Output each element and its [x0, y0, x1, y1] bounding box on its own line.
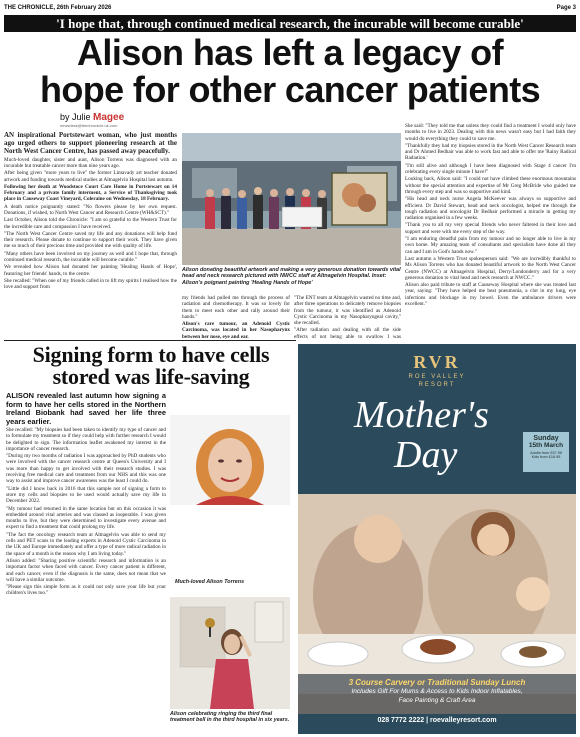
ad-offer-3: Face Painting & Craft Area	[398, 697, 476, 704]
section-divider	[4, 340, 296, 341]
story1-c4-p7: "I am enduring dreadful pain from my tumour and no longer able to live in my own home. My amazing team of consultants and specialists have done all they can and I am in God's hands now."	[405, 236, 576, 255]
story1-c3-p1: "The ENT team at Altnagelvin wasted no time and, after three operations to delicately remove biopsies from the tumour, it was identified as Adenoid Cystic Carcinoma in my Nasopharyngeal cavity," she recalled.	[294, 295, 401, 327]
ad-badge-price-1: Adults from £37.95	[530, 451, 562, 455]
story1-c1-p3: Following her death at Woodstoce Court Care Home in Portstewart on 14 February and a private family interment, a Service of Thanksgiving took place in Causeway Coast Vineyard, Coleraine on Wednesday, 18 February.	[4, 183, 177, 203]
ad-badge-day: Sunday	[533, 435, 559, 442]
story1-c2-p2: Alison's rare tumour, an Adenoid Cystic Carcinoma, was located in her Nasopharynx between her nose, eye and ear.	[182, 321, 290, 339]
ad-title-2: Day	[394, 434, 458, 476]
story2-headline-line-2: stored was life-saving	[52, 364, 250, 389]
story2-p4: "My tumour had returned in the same location but on this occasion it was embedded around vital arteries and was classed as inoperable. I was given months to live, but they were determined to investigate every avenue and expert to find a treatment that could prolong my life.	[6, 505, 166, 531]
story1-c4-p6: "Thank you to all my very special friends who never faltered in their love and support and were with me every step of the way.	[405, 222, 576, 235]
story2-p6: Alison added: "Sharing positive scientific research and information is an important factor when faced with cancer. Every cancer patient is different, and each cancer, even if the diagnosis is the same, does not mean that we will have a similar outcome.	[6, 557, 166, 583]
photo-alison-portrait	[170, 415, 290, 505]
story1-c4-p9: Alison also paid tribute to staff at Causeway Hospital where she was treated last year, saying: "They have helped me beat pneumonia, a clot in my lung, eye infections and blockage in my bowel. Even the ambulance drivers were excellent."	[405, 282, 576, 308]
story1-c1-p1: Much-loved daughter, sister and aunt, Alison Torrens was diagnosed with an incurable but treatable cancer more than nine years ago.	[4, 156, 177, 169]
story2-intro: ALISON revealed last autumn how signing a form to have her cells stored in the Northern Ireland Biobank had saved her life three years earlier.	[6, 392, 166, 426]
story1-column-3	[294, 295, 401, 339]
story2-p5: "The fact the oncology research team at Altnagelvin was able to send my cells and PET scans to the leading experts in Adenoid Cystic Carcinoma in the UK and Europe immediately and offer a type of more radical radiation in the space of a month is the reason why I am living today."	[6, 531, 166, 557]
ad-brand: ROE VALLEY	[408, 374, 466, 380]
ad-monogram: RVR	[413, 352, 461, 372]
story1-c1-p4: A death notice poignantly stated: "No flowers please by her own request. Donations, if wished, to North West Cancer and Research Centre (WH&SCT)."	[4, 203, 177, 216]
story1-c4-p4: Looking back, Alison said: "I could not have climbed these enormous mountains without the special attention and expertise of Mr Greg McBride who guided me through every step and was so supportive and kind.	[405, 176, 576, 195]
story1-c1-p2: After being given "more years to live" the former Limavady art teacher donated artwork and funding towards medical studies at Altnagelvin Hospital last autumn.	[4, 170, 177, 183]
bell-photo-illustration	[170, 597, 290, 709]
photo-nwcc-staff	[182, 133, 401, 265]
byline-prefix: by Julie	[60, 112, 91, 122]
story1-c2-p1: my friends had pulled me through the process of radiation and chemotherapy. It was so lovely for them to meet each other and rally around their hands."	[182, 295, 290, 320]
masthead	[4, 4, 576, 14]
story2-headline-line-1: Signing form to have cells	[32, 342, 270, 367]
portrait-illustration	[170, 415, 290, 505]
masthead-page: Page 3	[556, 5, 576, 11]
story1-c1-p9: She recalled: "When one of my friends called in to lift my spirits I realised how the love and support from	[4, 277, 177, 291]
ad-brand-2: RESORT	[418, 382, 456, 388]
ad-website[interactable]: roevalleyresort.com	[430, 717, 497, 724]
story1-column-2	[182, 295, 290, 339]
ad-separator: |	[426, 717, 431, 724]
byline-email[interactable]: newsdesk@thechronicle.uk.com	[60, 123, 118, 128]
story1-c1-p5: Last October, Alison told the Chronicle: "I am so grateful to the Western Trust for the incredible care and compassion I have received.	[4, 217, 177, 230]
story1-intro: AN inspirational Portstewart woman, who just months ago urged others to support pioneering research at the North West Cancer Centre, has passed away peacefully.	[4, 131, 177, 156]
story1-column-4	[405, 123, 576, 339]
ad-contact	[298, 717, 576, 724]
story1-c3-p2: "After radiation and dealing with all the side effects of not being able to swallow I was	[294, 327, 401, 339]
ad-date-badge	[523, 432, 569, 472]
story2-column	[6, 392, 166, 728]
story2-p2: "During my two months of radiation I was approached by PhD students who were involved with the cancer research centre at Queen's University and I was more than happy to get involved with their research studies. I was receiving free medical care and treatment from our NHS and this was one way to assist and improve cancer awareness was the least I could do.	[6, 453, 166, 485]
story2-headline	[6, 344, 296, 388]
story2-p7: "Please sign this simple form as it could not only save your life but your children's lives too."	[6, 584, 166, 597]
story1-c1-p6: "The North West Cancer Centre saved my life and any donations will help fund their research. Please donate to continue to support their work. They have given me so much of their precious time and provided me with quality of life.	[4, 230, 177, 250]
ad-offer-1: 3 Course Carvery or Traditional Sunday Lunch	[348, 678, 526, 687]
quote-bar: 'I hope that, through continued medical research, the incurable will become curable'	[4, 15, 576, 32]
story1-c4-p8: Last autumn a Western Trust spokesperson said: "We are incredibly thankful to Ms Alison Torrens who has donated beautiful artwork to the North West Cancer Centre (NWCC) at Altnagelvin Hospital, Derry/Londonderry and for a very generous donation to vital head and neck research at NWCC."	[405, 255, 576, 281]
ad-title-1: Mother's	[354, 394, 489, 436]
portrait-caption: Much-loved Alison Torrens	[175, 579, 245, 585]
nwcc-staff-photo-illustration	[182, 133, 401, 265]
story1-c4-p2: "Thankfully they had my biopsies stored in the North West Cancer Research team and Dr Ahmed Bedhair was able to work fast and able to offer me 'Rainy Radical Radiation.'	[405, 142, 576, 162]
mothers-day-advert[interactable]	[298, 344, 576, 734]
headline-line-1: Alison has left a legacy of	[77, 32, 503, 73]
masthead-paper: THE CHRONICLE, 26th February 2026	[4, 5, 112, 11]
story1-c4-p1: She said: "They told me that unless they could find a treatment I would only have months to live in 2023. Dealing with this news wasn't easy but I had faith they would do everything they could to save me.	[405, 123, 576, 142]
story1-c4-p5: "His head and neck nurse Angela McKeever was always so supportive and efficient. Dr David Stewart, head and neck oncologist, helped me through the tough radiation and oncologist Dr Bedhair performed a miracle in getting my radiation organised in a few weeks.	[405, 196, 576, 222]
byline-name: Magee	[93, 112, 125, 123]
ad-badge-date: 15th March	[528, 442, 564, 449]
byline	[60, 112, 180, 123]
story1-c1-p7: "Many others have been involved on my journey as well and I hope that, through continued medical research, the incurable will become curable."	[4, 250, 177, 264]
story1-column-1	[4, 131, 177, 338]
bell-caption: Alison celebrating ringing the third final treatment bell in the third hospital in six years.	[170, 711, 290, 724]
photo-bell-ringing	[170, 597, 290, 709]
ad-phone[interactable]: 028 7772 2222	[377, 717, 425, 724]
ad-badge-price-2: Kids from £16.95	[531, 455, 561, 459]
story1-c1-p8: We revealed how Alison had donated her painting 'Healing Hands of Hope', featuring her friends' hands, to the centre.	[4, 264, 177, 277]
ad-offer-2: Includes Gift For Mums & Access to Kids Indoor Inflatables,	[351, 688, 523, 695]
story1-c4-p3: "I'm still alive and although I have been diagnosed with Stage 4 cancer I'm celebrating every single minute I have!"	[405, 162, 576, 176]
headline-line-2: hope for other cancer patients	[39, 69, 541, 110]
story1-photo-caption: Alison donating beautiful artwork and making a very generous donation towards vital head and neck research pictured with NWCC staff at Altnagelvin Hospital. Inset: Alison's poignant painting 'Healing Hands of Hope'	[182, 267, 401, 286]
story2-p3: "Little did I know back in 2016 that this sample not of signing a form to store my cells and biopsies to be used would actually save my life in December 2022.	[6, 485, 166, 505]
main-headline	[4, 34, 576, 108]
story2-p1: She recalled: "My biopsies had been taken to identify my type of cancer and to formulate my treatment so if they could help with further research I would be delighted to sign. The information leaflet awakened my interest in the importance of cancer research.	[6, 427, 166, 452]
